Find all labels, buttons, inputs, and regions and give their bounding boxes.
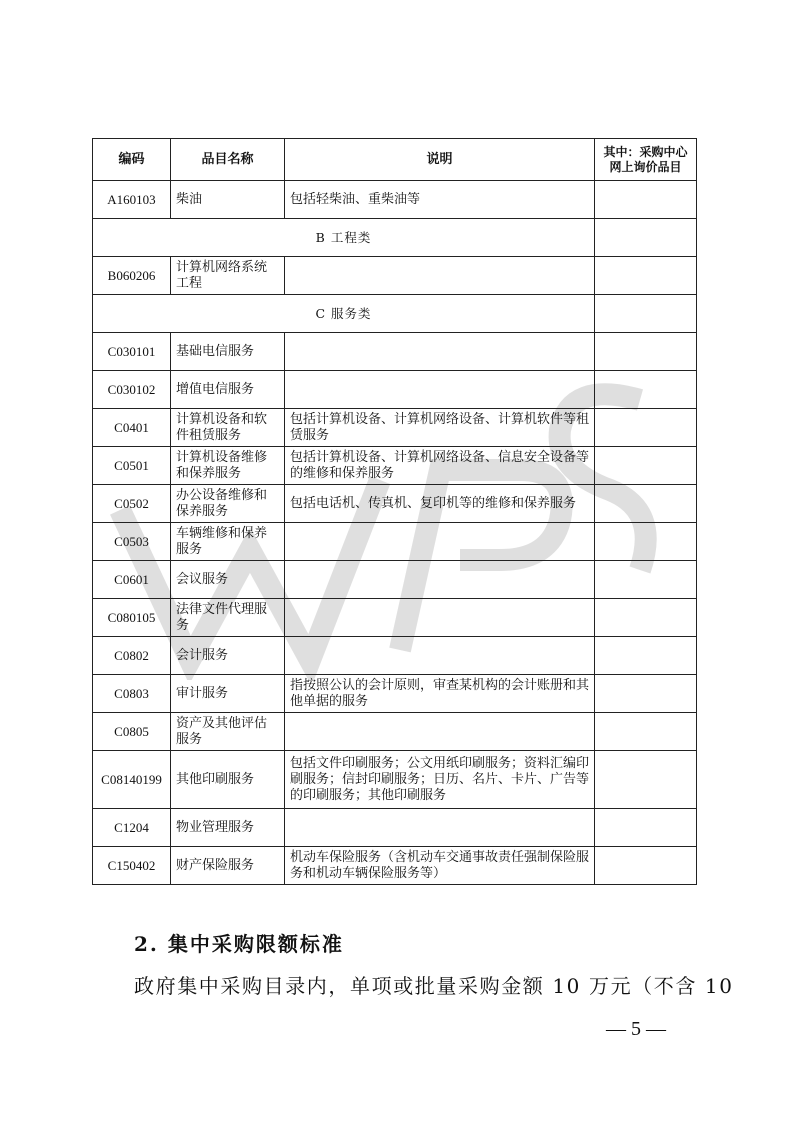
online-inquiry-cell (595, 295, 697, 333)
table-row (93, 809, 697, 847)
online-inquiry-cell (595, 485, 697, 523)
online-inquiry-cell (595, 333, 697, 371)
item-name: 审计服务 (171, 675, 285, 713)
item-code: C030101 (93, 333, 171, 371)
item-name: 柴油 (171, 181, 285, 219)
table-row (93, 751, 697, 809)
table-row (93, 371, 697, 409)
item-code: C0401 (93, 409, 171, 447)
table-row (93, 599, 697, 637)
header-description: 说明 (285, 139, 595, 181)
procurement-catalog-table (92, 138, 697, 885)
item-description: 包括文件印刷服务；公文用纸印刷服务；资料汇编印刷服务；信封印刷服务；日历、名片、卡片、广告等的印刷服务；其他印刷服务 (285, 751, 595, 809)
online-inquiry-cell (595, 713, 697, 751)
item-description: 包括计算机设备、计算机网络设备、信息安全设备等的维修和保养服务 (285, 447, 595, 485)
online-inquiry-cell (595, 561, 697, 599)
item-description (285, 371, 595, 409)
table-row (93, 257, 697, 295)
item-description: 机动车保险服务（含机动车交通事故责任强制保险服务和机动车辆保险服务等） (285, 847, 595, 885)
item-code: C030102 (93, 371, 171, 409)
online-inquiry-cell (595, 599, 697, 637)
item-code: C0601 (93, 561, 171, 599)
item-name: 法律文件代理服务 (171, 599, 285, 637)
item-code: C0803 (93, 675, 171, 713)
item-name: 财产保险服务 (171, 847, 285, 885)
item-description (285, 561, 595, 599)
online-inquiry-cell (595, 751, 697, 809)
item-description: 指按照公认的会计原则，审查某机构的会计账册和其他单据的服务 (285, 675, 595, 713)
item-description: 包括轻柴油、重柴油等 (285, 181, 595, 219)
item-description (285, 333, 595, 371)
item-name: 资产及其他评估服务 (171, 713, 285, 751)
item-name: 车辆维修和保养服务 (171, 523, 285, 561)
online-inquiry-cell (595, 219, 697, 257)
item-code: C1204 (93, 809, 171, 847)
table-row (93, 409, 697, 447)
item-code: C08140199 (93, 751, 171, 809)
online-inquiry-cell (595, 371, 697, 409)
item-code: C0502 (93, 485, 171, 523)
item-name: 计算机设备和软件租赁服务 (171, 409, 285, 447)
online-inquiry-cell (595, 181, 697, 219)
table-body (93, 181, 697, 885)
item-code: B060206 (93, 257, 171, 295)
item-code: C0501 (93, 447, 171, 485)
online-inquiry-cell (595, 523, 697, 561)
item-description (285, 599, 595, 637)
item-description (285, 809, 595, 847)
online-inquiry-cell (595, 847, 697, 885)
table-row (93, 447, 697, 485)
item-description (285, 637, 595, 675)
item-description (285, 713, 595, 751)
item-code: C0503 (93, 523, 171, 561)
table-row (93, 485, 697, 523)
section-label: C 服务类 (93, 295, 595, 333)
online-inquiry-cell (595, 409, 697, 447)
table-row (93, 333, 697, 371)
item-name: 其他印刷服务 (171, 751, 285, 809)
section-row (93, 295, 697, 333)
online-inquiry-cell (595, 257, 697, 295)
header-name: 品目名称 (171, 139, 285, 181)
online-inquiry-cell (595, 675, 697, 713)
section-heading: 2. 集中采购限额标准 (134, 932, 344, 956)
section-row (93, 219, 697, 257)
table-row (93, 561, 697, 599)
section-label: B 工程类 (93, 219, 595, 257)
online-inquiry-cell (595, 637, 697, 675)
table-row (93, 523, 697, 561)
table-row (93, 181, 697, 219)
table-row (93, 637, 697, 675)
item-code: C080105 (93, 599, 171, 637)
online-inquiry-cell (595, 809, 697, 847)
item-name: 会计服务 (171, 637, 285, 675)
table-row (93, 675, 697, 713)
header-online-inquiry-line2: 网上询价品目 (609, 159, 682, 174)
body-paragraph: 政府集中采购目录内，单项或批量采购金额 10 万元（不含 10 (134, 974, 734, 998)
header-online-inquiry-line1: 其中：采购中心 (603, 144, 688, 159)
item-description: 包括电话机、传真机、复印机等的维修和保养服务 (285, 485, 595, 523)
item-code: C150402 (93, 847, 171, 885)
item-name: 会议服务 (171, 561, 285, 599)
header-code: 编码 (93, 139, 171, 181)
table-header-row (93, 139, 697, 181)
page-number: — 5 — (606, 1018, 666, 1040)
item-name: 计算机网络系统工程 (171, 257, 285, 295)
table-row (93, 847, 697, 885)
item-description (285, 257, 595, 295)
item-name: 计算机设备维修和保养服务 (171, 447, 285, 485)
item-code: C0802 (93, 637, 171, 675)
item-description (285, 523, 595, 561)
header-online-inquiry (595, 139, 697, 181)
item-name: 物业管理服务 (171, 809, 285, 847)
item-code: A160103 (93, 181, 171, 219)
item-code: C0805 (93, 713, 171, 751)
item-name: 办公设备维修和保养服务 (171, 485, 285, 523)
item-description: 包括计算机设备、计算机网络设备、计算机软件等租赁服务 (285, 409, 595, 447)
item-name: 增值电信服务 (171, 371, 285, 409)
item-name: 基础电信服务 (171, 333, 285, 371)
table-row (93, 713, 697, 751)
online-inquiry-cell (595, 447, 697, 485)
